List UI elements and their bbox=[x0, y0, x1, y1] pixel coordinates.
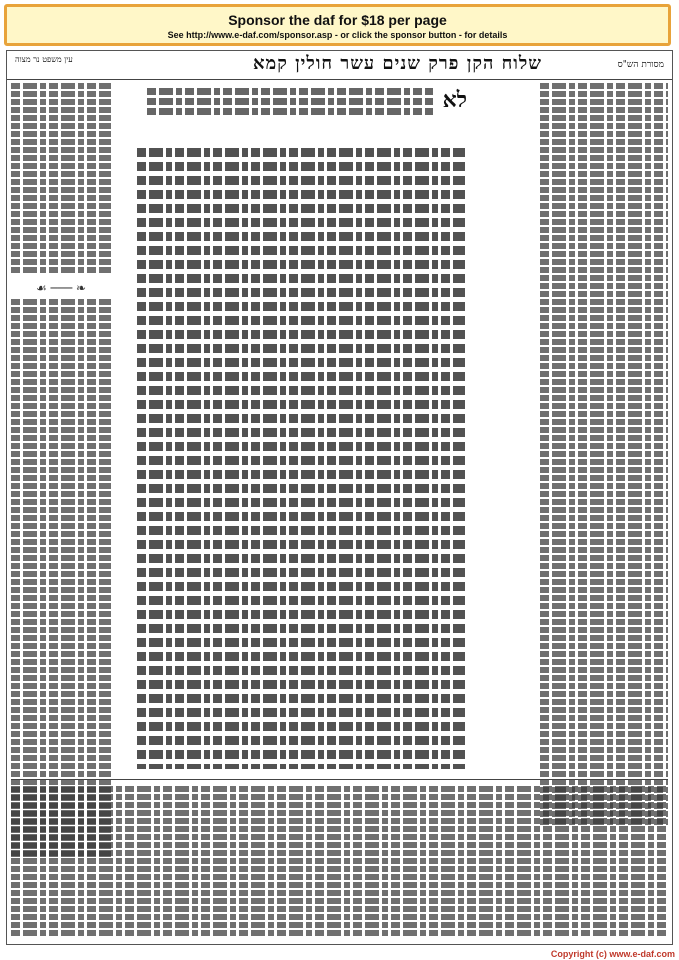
talmud-page bbox=[6, 50, 673, 945]
opening-word: לא bbox=[442, 87, 467, 113]
commentary-bottom bbox=[11, 773, 668, 938]
ein-mishpat-label: עין משפט נר מצוה bbox=[15, 55, 73, 64]
masoret-label: מסורת הש"ס bbox=[617, 60, 664, 70]
gemara-text bbox=[137, 148, 465, 769]
divider bbox=[11, 779, 668, 780]
sponsor-banner[interactable] bbox=[4, 4, 671, 46]
ein-mishpat-text bbox=[11, 83, 111, 273]
rashi-text bbox=[540, 83, 668, 825]
page-header bbox=[7, 51, 672, 80]
gemara-column bbox=[137, 143, 465, 769]
gemara-heading bbox=[147, 85, 467, 137]
copyright-notice: Copyright (c) www.e-daf.com bbox=[550, 949, 675, 959]
ornament-divider: ❧ ─── ☙ bbox=[35, 281, 87, 295]
sponsor-title: Sponsor the daf for $18 per page bbox=[228, 12, 447, 28]
running-title: שלוח הקן פרק שנים עשר חולין קמא bbox=[252, 53, 542, 74]
sponsor-link[interactable]: See http://www.e-daf.com/sponsor.asp - or click the sponsor button - for details bbox=[167, 30, 508, 40]
bottom-commentary-text bbox=[11, 786, 668, 938]
